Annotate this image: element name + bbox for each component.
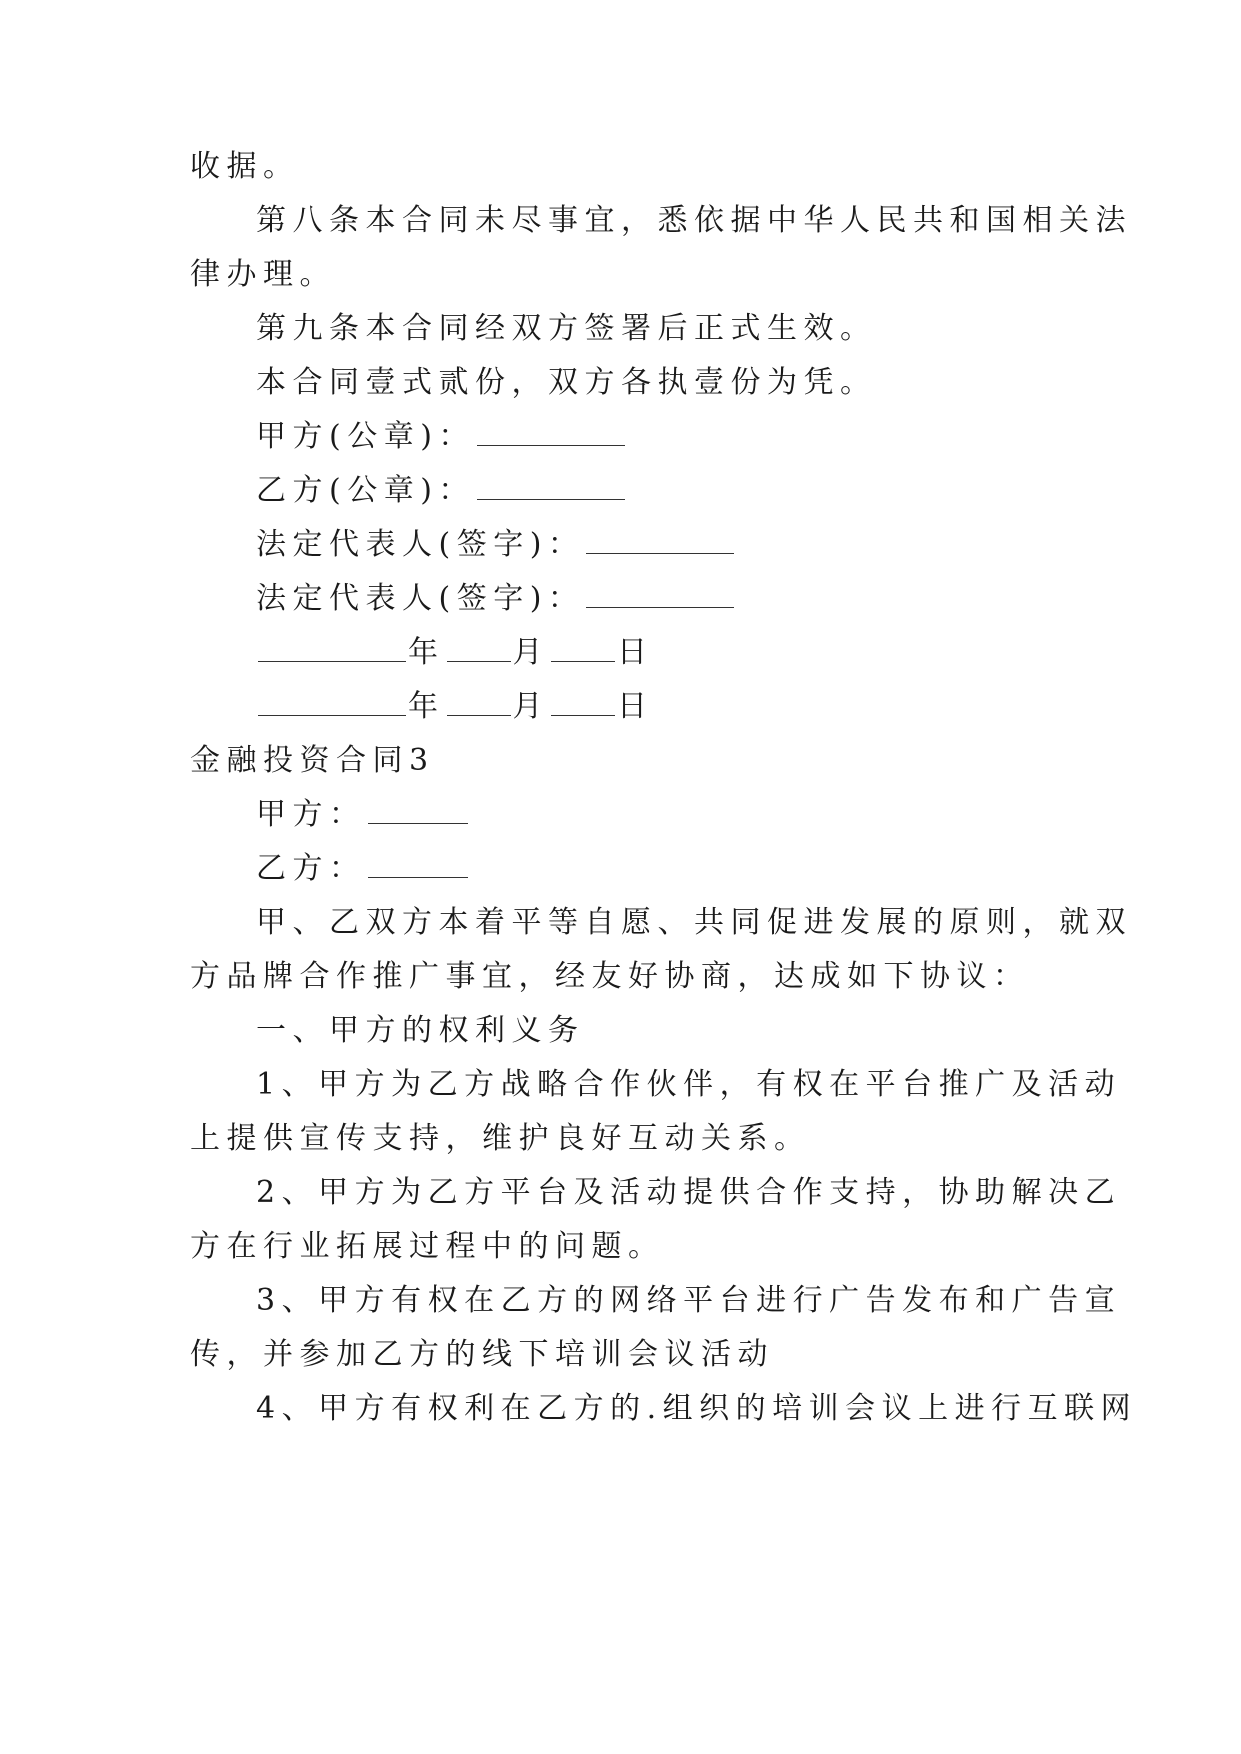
clause-1-line: 1、甲方为乙方战略合作伙伴，有权在平台推广及活动 (256, 1067, 1122, 1102)
preamble-line: 甲、乙双方本着平等自愿、共同促进发展的原则，就双 (256, 905, 1132, 940)
day-blank (551, 633, 615, 662)
month-label: 月 (512, 635, 549, 670)
copies-line: 本合同壹式贰份，双方各执壹份为凭。 (256, 365, 877, 400)
article-9-line: 第九条本合同经双方签署后正式生效。 (256, 311, 877, 346)
party-a-seal-line (256, 417, 1126, 457)
day-label: 日 (617, 689, 654, 724)
party-b-seal-line (256, 471, 1126, 511)
party-a-seal-label: 甲方(公章)： (256, 419, 475, 454)
paragraph-line: 收据。 (190, 149, 300, 184)
preamble-continued: 方品牌合作推广事宜，经友好协商，达成如下协议： (190, 959, 1030, 994)
signature-blank (477, 417, 625, 446)
clause-3-continued: 传，并参加乙方的线下培训会议活动 (190, 1337, 774, 1372)
party-a-label: 甲方： (256, 797, 366, 832)
date-line-b (256, 687, 1126, 727)
month-label: 月 (512, 689, 549, 724)
article-8-line: 第八条本合同未尽事宜，悉依据中华人民共和国相关法 (256, 203, 1132, 238)
party-blank (368, 795, 468, 824)
day-label: 日 (617, 635, 654, 670)
party-b-line (256, 849, 1126, 889)
party-b-label: 乙方： (256, 851, 366, 886)
signature-blank (477, 471, 625, 500)
year-blank (258, 687, 406, 716)
legal-rep-label: 法定代表人(签字)： (256, 581, 585, 616)
party-blank (368, 849, 468, 878)
year-label: 年 (408, 689, 445, 724)
clause-heading: 一、甲方的权利义务 (256, 1013, 585, 1048)
section-title: 金融投资合同3 (190, 743, 435, 778)
month-blank (447, 633, 511, 662)
day-blank (551, 687, 615, 716)
party-a-line (256, 795, 1126, 835)
clause-4-line: 4、甲方有权利在乙方的.组织的培训会议上进行互联网 (256, 1391, 1138, 1426)
legal-rep-b-line (256, 579, 1126, 619)
article-8-continued: 律办理。 (190, 257, 336, 292)
legal-rep-a-line (256, 525, 1126, 565)
year-label: 年 (408, 635, 445, 670)
month-blank (447, 687, 511, 716)
party-b-seal-label: 乙方(公章)： (256, 473, 475, 508)
year-blank (258, 633, 406, 662)
clause-2-line: 2、甲方为乙方平台及活动提供合作支持，协助解决乙 (256, 1175, 1122, 1210)
clause-2-continued: 方在行业拓展过程中的问题。 (190, 1229, 665, 1264)
clause-1-continued: 上提供宣传支持，维护良好互动关系。 (190, 1121, 811, 1156)
legal-rep-label: 法定代表人(签字)： (256, 527, 585, 562)
signature-blank (586, 579, 734, 608)
clause-3-line: 3、甲方有权在乙方的网络平台进行广告发布和广告宣 (256, 1283, 1122, 1318)
date-line-a (256, 633, 1126, 673)
signature-blank (586, 525, 734, 554)
